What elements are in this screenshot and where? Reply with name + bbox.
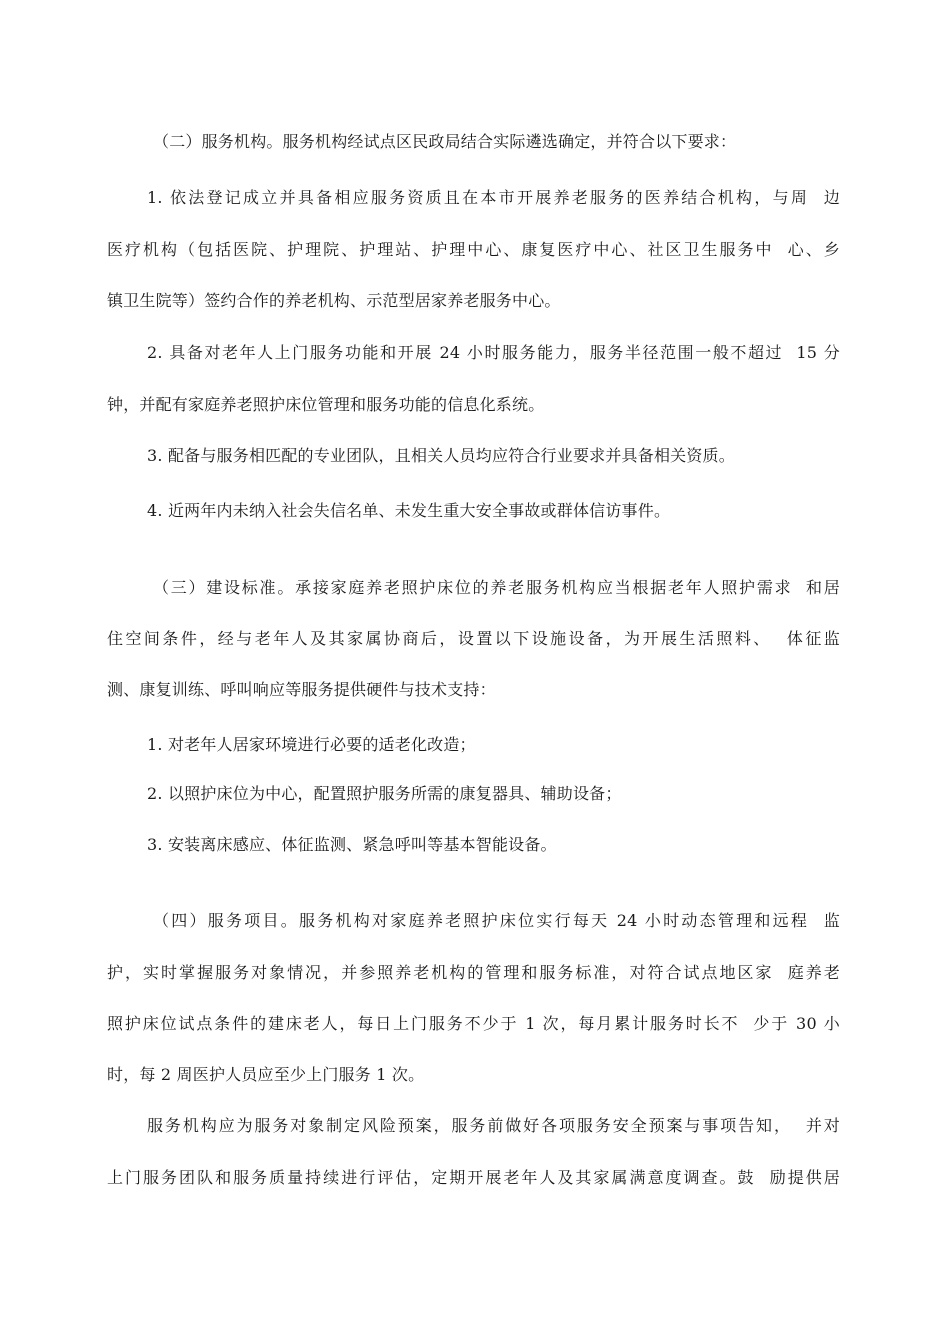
section-2-item-1-line-1: 1. 依法登记成立并具备相应服务资质且在本市开展养老服务的医养结合机构，与周 边 bbox=[147, 188, 840, 207]
section-4-heading-line-3: 照护床位试点条件的建床老人，每日上门服务不少于 1 次，每月累计服务时长不 少于 30 小 bbox=[107, 1014, 840, 1033]
section-3-heading-line-3: 测、康复训练、呼叫响应等服务提供硬件与技术支持： bbox=[107, 680, 496, 699]
section-2-item-2-line-2: 钟，并配有家庭养老照护床位管理和服务功能的信息化系统。 bbox=[107, 395, 545, 414]
section-3-heading-line-1: （三）建设标准。承接家庭养老照护床位的养老服务机构应当根据老年人照护需求 和居 bbox=[153, 578, 840, 597]
section-3-item-3-line-1: 3. 安装离床感应、体征监测、紧急呼叫等基本智能设备。 bbox=[147, 835, 557, 854]
section-2-item-1-line-2: 医疗机构（包括医院、护理院、护理站、护理中心、康复医疗中心、社区卫生服务中 心、乡 bbox=[107, 240, 840, 259]
section-2-item-2-line-1: 2. 具备对老年人上门服务功能和开展 24 小时服务能力，服务半径范围一般不超过 15 分 bbox=[147, 343, 840, 362]
section-4-para-2-line-2: 上门服务团队和服务质量持续进行评估，定期开展老年人及其家属满意度调查。鼓 励提供居 bbox=[107, 1168, 840, 1187]
section-2-item-4-line-1: 4. 近两年内未纳入社会失信名单、未发生重大安全事故或群体信访事件。 bbox=[147, 501, 671, 520]
section-2-item-1-line-3: 镇卫生院等）签约合作的养老机构、示范型居家养老服务中心。 bbox=[107, 291, 561, 310]
section-4-para-2-line-1: 服务机构应为服务对象制定风险预案，服务前做好各项服务安全预案与事项告知， 并对 bbox=[147, 1116, 840, 1135]
section-4-heading-line-2: 护，实时掌握服务对象情况，并参照养老机构的管理和服务标准，对符合试点地区家 庭养老 bbox=[107, 963, 840, 982]
section-2-heading-line-1: （二）服务机构。服务机构经试点区民政局结合实际遴选确定，并符合以下要求： bbox=[153, 132, 737, 151]
section-4-heading-line-1: （四）服务项目。服务机构对家庭养老照护床位实行每天 24 小时动态管理和远程 监 bbox=[153, 911, 840, 930]
section-3-heading-line-2: 住空间条件，经与老年人及其家属协商后，设置以下设施设备，为开展生活照料、 体征监 bbox=[107, 629, 840, 648]
section-2-item-3-line-1: 3. 配备与服务相匹配的专业团队，且相关人员均应符合行业要求并具备相关资质。 bbox=[147, 446, 735, 465]
section-4-heading-line-4: 时，每 2 周医护人员应至少上门服务 1 次。 bbox=[107, 1065, 425, 1084]
section-3-item-2-line-1: 2. 以照护床位为中心，配置照护服务所需的康复器具、辅助设备； bbox=[147, 784, 622, 803]
section-3-item-1-line-1: 1. 对老年人居家环境进行必要的适老化改造； bbox=[147, 735, 476, 754]
